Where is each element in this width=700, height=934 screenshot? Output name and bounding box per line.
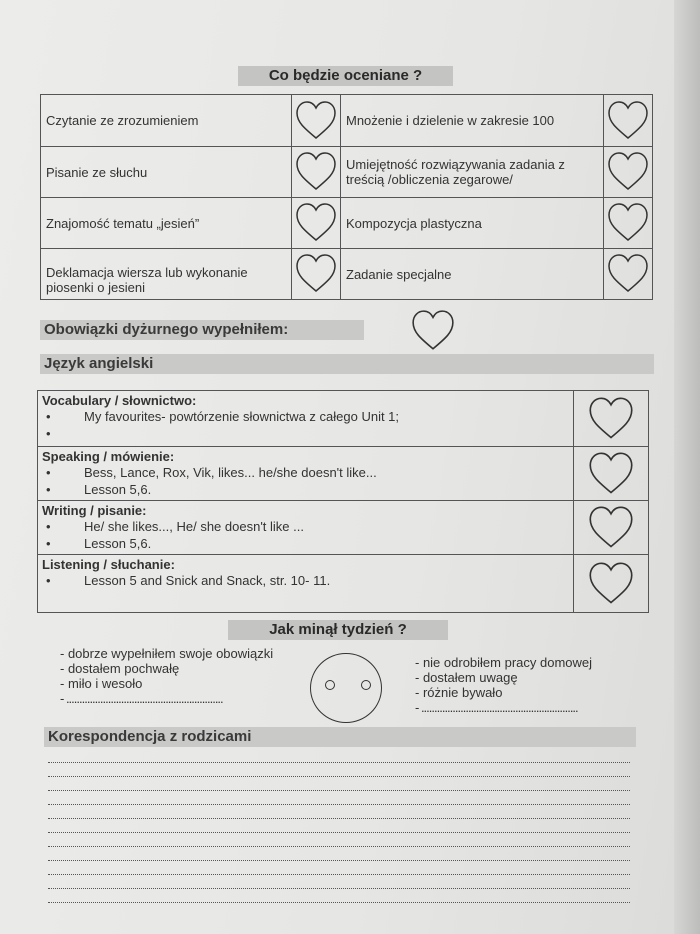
correspondence-title: Korespondencja z rodzicami xyxy=(44,727,636,747)
assessment-table xyxy=(40,94,653,300)
assessment-item: Znajomość tematu „jesień” xyxy=(41,198,292,249)
bullet-item: • He/ she likes..., He/ she doesn't like ... xyxy=(42,518,569,535)
bullet-item: • Bess, Lance, Rox, Vik, likes... he/she doesn't like... xyxy=(42,464,569,481)
list-item: - różnie bywało xyxy=(415,685,503,700)
bullet-item: • Lesson 5 and Snick and Snack, str. 10- 11. xyxy=(42,572,569,589)
heart-icon[interactable] xyxy=(604,147,653,198)
writing-line xyxy=(48,776,630,777)
english-title: Język angielski xyxy=(40,354,654,374)
assessment-item: Mnożenie i dzielenie w zakresie 100 xyxy=(341,95,604,147)
eye xyxy=(361,680,371,690)
section-heading: Vocabulary / słownictwo: xyxy=(42,393,197,408)
heart-icon[interactable] xyxy=(574,447,649,501)
assessment-item: Deklamacja wiersza lub wykonanie piosenki o jesieni xyxy=(41,249,292,300)
eye xyxy=(325,680,335,690)
assessment-item: Umiejętność rozwiązywania zadania z treścią /obliczenia zegarowe/ xyxy=(341,147,604,198)
heart-icon[interactable] xyxy=(604,249,653,300)
assessment-item: Zadanie specjalne xyxy=(341,249,604,300)
week-left-list xyxy=(60,646,273,706)
english-section xyxy=(38,391,574,447)
heart-icon[interactable] xyxy=(574,391,649,447)
english-section xyxy=(38,447,574,501)
writing-line xyxy=(48,818,630,819)
section-heading: Writing / pisanie: xyxy=(42,503,147,518)
week-right-list xyxy=(415,655,592,715)
page-edge-shadow xyxy=(674,0,700,934)
section-heading: Speaking / mówienie: xyxy=(42,449,175,464)
bullet-item: • My favourites- powtórzenie słownictwa z całego Unit 1; xyxy=(42,408,569,425)
list-item: - dostałem pochwałę xyxy=(60,661,180,676)
writing-line xyxy=(48,790,630,791)
writing-line xyxy=(48,860,630,861)
assessment-title: Co będzie oceniane ? xyxy=(238,66,453,86)
list-item: - nie odrobiłem pracy domowej xyxy=(415,655,593,670)
heart-icon[interactable] xyxy=(574,555,649,613)
heart-icon[interactable] xyxy=(292,198,341,249)
writing-line xyxy=(48,846,630,847)
list-item: - ............................................................ xyxy=(415,700,578,715)
bullet-item: • Lesson 5,6. xyxy=(42,535,569,552)
list-item: - dostałem uwagę xyxy=(415,670,518,685)
list-item: - miło i wesoło xyxy=(60,676,143,691)
english-table xyxy=(37,390,649,613)
heart-icon[interactable] xyxy=(604,198,653,249)
heart-icon[interactable] xyxy=(292,249,341,300)
english-section xyxy=(38,501,574,555)
writing-line xyxy=(48,888,630,889)
list-item: - ............................................................ xyxy=(60,691,223,706)
heart-icon[interactable] xyxy=(574,501,649,555)
assessment-item: Kompozycja plastyczna xyxy=(341,198,604,249)
heart-icon[interactable] xyxy=(292,147,341,198)
face-icon[interactable] xyxy=(310,653,382,723)
writing-line xyxy=(48,804,630,805)
section-heading: Listening / słuchanie: xyxy=(42,557,175,572)
heart-icon[interactable] xyxy=(604,95,653,147)
english-section xyxy=(38,555,574,613)
heart-icon[interactable] xyxy=(292,95,341,147)
week-title: Jak minął tydzień ? xyxy=(228,620,448,640)
assessment-item: Pisanie ze słuchu xyxy=(41,147,292,198)
writing-line xyxy=(48,832,630,833)
duty-label: Obowiązki dyżurnego wypełniłem: xyxy=(40,320,364,340)
assessment-item: Czytanie ze zrozumieniem xyxy=(41,95,292,147)
writing-line xyxy=(48,874,630,875)
writing-line xyxy=(48,762,630,763)
bullet-item xyxy=(42,425,569,442)
heart-icon[interactable] xyxy=(410,308,456,359)
list-item: - dobrze wypełniłem swoje obowiązki xyxy=(60,646,274,661)
writing-line xyxy=(48,902,630,903)
bullet-item: • Lesson 5,6. xyxy=(42,481,569,498)
